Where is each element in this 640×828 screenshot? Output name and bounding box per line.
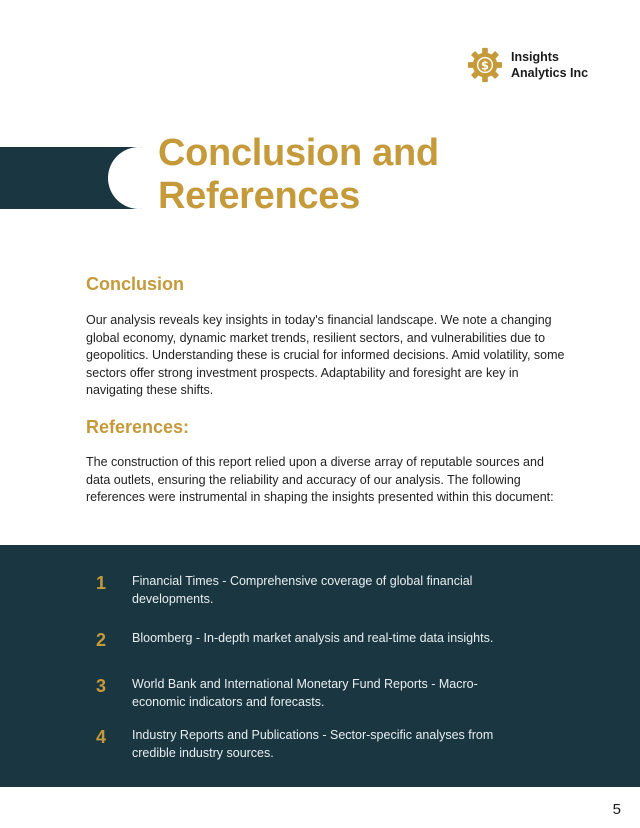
reference-number: 1 xyxy=(96,573,107,593)
gear-dollar-icon xyxy=(466,46,504,84)
references-heading: References: xyxy=(86,417,190,437)
reference-text: World Bank and International Monetary Fund Reports - Macro-economic indicators and forecasts. xyxy=(132,677,478,709)
reference-number: 4 xyxy=(96,727,107,747)
reference-item xyxy=(96,573,516,608)
brand-logo xyxy=(466,46,601,84)
reference-number: 2 xyxy=(96,630,107,650)
reference-text: Financial Times - Comprehensive coverage of global financial developments. xyxy=(132,574,473,606)
page-number: 5 xyxy=(612,801,621,818)
reference-item xyxy=(96,727,516,762)
references-list xyxy=(0,545,640,787)
reference-text: Bloomberg - In-depth market analysis and real-time data insights. xyxy=(132,631,494,645)
reference-text: Industry Reports and Publications - Sector-specific analyses from credible industry sources. xyxy=(132,728,494,760)
reference-item xyxy=(96,630,516,651)
reference-number: 3 xyxy=(96,676,107,696)
conclusion-heading: Conclusion xyxy=(86,274,184,294)
references-intro: The construction of this report relied upon a diverse array of reputable sources and data outlets, ensuring the reliability and accuracy of our analysis. The following references were instrumental in shaping the insights presented within this document: xyxy=(86,455,554,504)
brand-name: Insights Analytics Inc xyxy=(511,50,589,80)
conclusion-body: Our analysis reveals key insights in today's financial landscape. We note a changing global economy, dynamic market trends, resilient sectors, and vulnerabilities due to geopolitics. Understanding these is crucial for informed decisions. Amid volatility, some sectors offer strong investment prospects. Adaptability and foresight are key in navigating these shifts. xyxy=(86,313,565,397)
page-title: Conclusion and References xyxy=(158,132,439,217)
svg-text:$: $ xyxy=(481,58,489,73)
reference-item xyxy=(96,676,516,711)
